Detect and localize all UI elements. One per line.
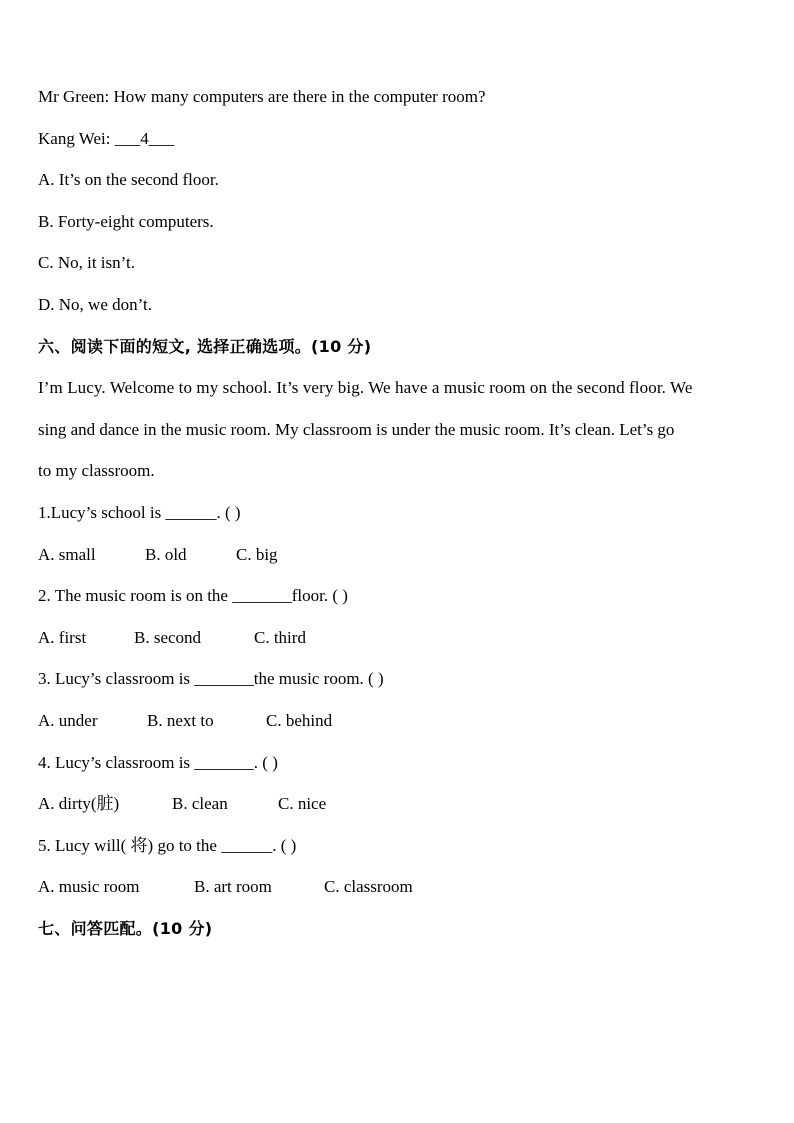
q1-option-c: C. big [236,545,278,564]
q2-option-c: C. third [254,628,306,647]
prev-choice-d: D. No, we don’t. [38,295,152,314]
dialogue-answer [38,129,174,149]
q5-option-c: C. classroom [324,877,413,896]
passage-line-3: to my classroom. [38,461,155,480]
answer-blank: ___4___ [114,129,175,148]
q3-option-b: B. next to [147,711,214,730]
section-6-heading: 六、阅读下面的短文, 选择正确选项。(10 分) [38,337,372,356]
prev-choice-a: A. It’s on the second floor. [38,170,219,189]
prev-choice-b: B. Forty-eight computers. [38,212,214,231]
passage-line-1: I’m Lucy. Welcome to my school. It’s very big. We have a music room on the second floor. We [38,378,693,397]
question-1: 1.Lucy’s school is ______. ( ) [38,503,241,522]
q3-option-a: A. under [38,711,98,730]
question-4: 4. Lucy’s classroom is _______. ( ) [38,753,278,772]
q4-option-b: B. clean [172,794,228,813]
q2-option-a: A. first [38,628,87,647]
q4-option-c: C. nice [278,794,327,813]
q1-option-a: A. small [38,545,96,564]
prev-choice-c: C. No, it isn’t. [38,253,135,272]
question-2: 2. The music room is on the _______floor. ( ) [38,586,348,605]
q4-option-a: A. dirty(脏) [38,794,120,813]
question-3: 3. Lucy’s classroom is _______the music room. ( ) [38,669,384,688]
answer-prefix: Kang Wei: [38,129,115,148]
dialogue-question: Mr Green: How many computers are there in the computer room? [38,87,486,106]
question-5: 5. Lucy will( 将) go to the ______. ( ) [38,836,297,855]
q5-option-b: B. art room [194,877,272,896]
q2-option-b: B. second [134,628,202,647]
q3-option-c: C. behind [266,711,333,730]
q5-option-a: A. music room [38,877,140,896]
q1-option-b: B. old [145,545,187,564]
section-7-heading: 七、问答匹配。(10 分) [38,919,213,938]
passage-line-2: sing and dance in the music room. My classroom is under the music room. It’s clean. Let’s go [38,420,675,439]
